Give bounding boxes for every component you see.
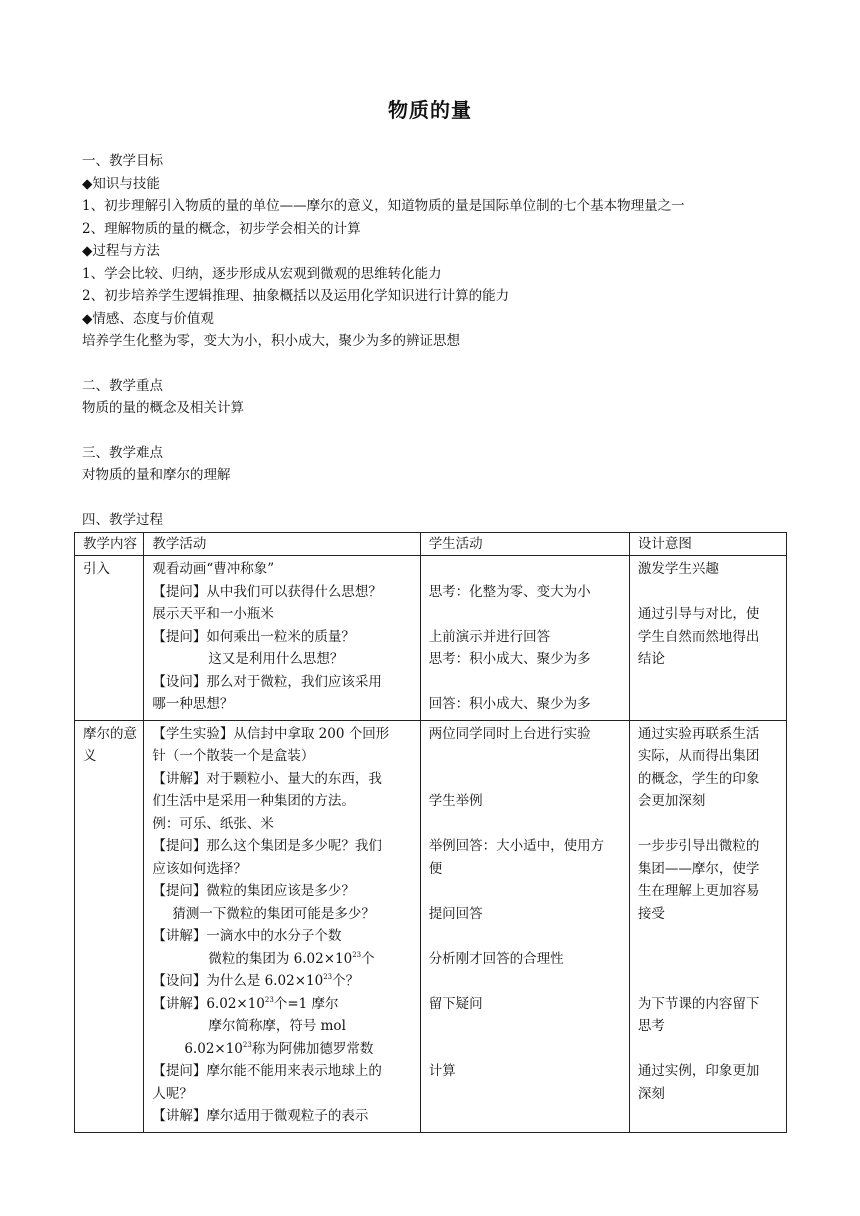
- teacher-line: 【讲解】摩尔适用于微观粒子的表示: [152, 1108, 369, 1124]
- row-mole-intent: [629, 720, 786, 1132]
- process-heading: ◆过程与方法: [82, 243, 160, 259]
- teacher-line: 展示天平和一小瓶米: [152, 606, 274, 622]
- table-header-row: [75, 533, 787, 556]
- text-span: 个=1 摩尔: [273, 995, 339, 1012]
- teacher-line: 【提问】那么这个集团是多少呢？我们: [152, 838, 382, 854]
- row-intro-teacher: [144, 556, 420, 721]
- intent-line: 实际，从而得出集团: [637, 748, 760, 764]
- text-span: 6.02×10: [184, 1040, 243, 1057]
- teacher-line: 观看动画“曹冲称象”: [152, 561, 275, 577]
- student-line: 分析刚才回答的合理性: [428, 950, 564, 967]
- teacher-line: [152, 993, 413, 1016]
- student-line: 两位同学同时上台进行实验: [428, 725, 591, 742]
- teacher-line: 【提问】如何乘出一粒米的质量？: [152, 628, 355, 645]
- intent-line: 学生自然而然地得出: [637, 628, 760, 645]
- teacher-line: [152, 948, 413, 971]
- teacher-line: 例：可乐、纸张、米: [152, 815, 274, 832]
- difficulty-text: 对物质的量和摩尔的理解: [82, 467, 231, 483]
- exponent: 23: [242, 1040, 252, 1049]
- header-teacher-activity: 教学活动: [144, 533, 420, 556]
- intent-line: 通过实验再联系生活: [637, 725, 760, 742]
- teacher-line: [152, 1038, 413, 1061]
- intent-line: 结论: [637, 651, 665, 667]
- intent-line: 生在理解上更加容易: [637, 883, 760, 899]
- intent-line: 的概念，学生的印象: [637, 770, 760, 787]
- teacher-line: 【提问】摩尔能不能用来表示地球上的: [152, 1063, 382, 1079]
- text-span: 称为阿佛加德罗常数: [251, 1040, 374, 1057]
- student-line: 留下疑问: [428, 995, 483, 1012]
- student-line: 学生举例: [428, 793, 483, 809]
- knowledge-heading: ◆知识与技能: [82, 175, 160, 192]
- row-intro-content: 引入: [75, 556, 144, 721]
- student-line: 思考：化整为零、变大为小: [428, 583, 591, 600]
- teacher-line: 【讲解】一滴水中的水分子个数: [152, 928, 342, 944]
- teacher-line: 【提问】从中我们可以获得什么思想？: [152, 583, 382, 600]
- teacher-line: [152, 970, 413, 993]
- teacher-line: 【学生实验】从信封中拿取 200 个回形: [152, 725, 390, 742]
- header-student-activity: 学生活动: [420, 533, 629, 556]
- process-item-2: 2、初步培养学生逻辑推理、抽象概括以及运用化学知识进行计算的能力: [82, 288, 510, 304]
- teacher-line: 应该如何选择？: [152, 860, 247, 877]
- intent-line: 接受: [637, 905, 665, 922]
- content-line: 义: [83, 748, 97, 764]
- process-item-1: 1、学会比较、归纳，逐步形成从宏观到微观的思维转化能力: [82, 265, 442, 282]
- teacher-line: 这又是利用什么思想？: [208, 651, 344, 667]
- teacher-line: 们生活中是采用一种集团的方法。: [152, 793, 355, 809]
- teacher-line: 【讲解】对于颗粒小、量大的东西，我: [152, 770, 382, 787]
- teacher-line: 【设问】那么对于微粒，我们应该采用: [152, 673, 382, 690]
- knowledge-item-2: 2、理解物质的量的概念，初步学会相关的计算: [82, 220, 361, 237]
- intent-line: 一步步引导出微粒的: [637, 838, 760, 854]
- text-span: 微粒的集团为 6.02×10: [208, 950, 353, 967]
- intent-line: 通过实例，印象更加: [637, 1063, 760, 1079]
- teaching-process-table: [74, 532, 787, 1133]
- intent-line: 为下节课的内容留下: [637, 995, 760, 1012]
- teacher-line: 猜测一下微粒的集团可能是多少？: [172, 905, 375, 922]
- student-line: 提问回答: [428, 905, 483, 922]
- page-title: 物质的量: [388, 98, 472, 122]
- text-span: 【设问】为什么是 6.02×10: [152, 973, 324, 989]
- difficulty-heading: 三、教学难点: [82, 444, 163, 461]
- student-line: 上前演示并进行回答: [428, 628, 551, 645]
- intent-line: 会更加深刻: [637, 793, 706, 809]
- row-mole-student: [420, 720, 629, 1132]
- intent-line: 激发学生兴趣: [637, 561, 719, 577]
- row-intro-student: [420, 556, 629, 721]
- teacher-line: 【提问】微粒的集团应该是多少？: [152, 883, 355, 899]
- intent-line: 集团——摩尔，使学: [637, 860, 760, 877]
- intent-line: 深刻: [637, 1085, 665, 1102]
- row-mole-content: [75, 720, 144, 1132]
- teacher-line: 摩尔简称摩，符号 mol: [208, 1018, 346, 1034]
- emotion-heading: ◆情感、态度与价值观: [82, 310, 214, 327]
- knowledge-item-1: 1、初步理解引入物质的量的单位——摩尔的意义，知道物质的量是国际单位制的七个基本物理量之一: [82, 198, 685, 214]
- content-line: 摩尔的意: [83, 725, 137, 742]
- student-line: 思考：积小成大、聚少为多: [428, 651, 591, 667]
- exponent: 23: [352, 950, 362, 959]
- teacher-line: 哪一种思想？: [152, 696, 234, 712]
- intent-line: 思考: [637, 1018, 665, 1034]
- exponent: 23: [323, 973, 333, 981]
- student-line: 举例回答：大小适中，使用方: [428, 838, 605, 854]
- row-mole-teacher: [144, 720, 420, 1132]
- table-row-mole-meaning: [75, 720, 787, 1132]
- header-design-intent: 设计意图: [629, 533, 786, 556]
- exponent: 23: [264, 995, 274, 1004]
- procedure-heading: 四、教学过程: [82, 511, 163, 528]
- teacher-line: 人呢？: [152, 1085, 193, 1102]
- table-row-intro: [75, 556, 787, 721]
- student-line: 计算: [428, 1063, 456, 1079]
- text-span: 个: [361, 950, 375, 967]
- student-line: 便: [428, 860, 443, 877]
- key-points-heading: 二、教学重点: [82, 377, 163, 394]
- goals-heading: 一、教学目标: [82, 153, 163, 169]
- student-line: 回答：积小成大、聚少为多: [428, 696, 591, 712]
- key-points-text: 物质的量的概念及相关计算: [82, 400, 244, 416]
- text-span: 个？: [332, 973, 360, 989]
- text-span: 【讲解】6.02×10: [152, 995, 265, 1012]
- teacher-line: 针（一个散装一个是盒装）: [152, 748, 315, 764]
- row-intro-intent: [629, 556, 786, 721]
- header-content: 教学内容: [75, 533, 144, 556]
- emotion-item-1: 培养学生化整为零，变大为小，积小成大，聚少为多的辨证思想: [82, 333, 460, 349]
- lesson-plan-intro: [82, 150, 782, 531]
- intent-line: 通过引导与对比，使: [637, 606, 760, 622]
